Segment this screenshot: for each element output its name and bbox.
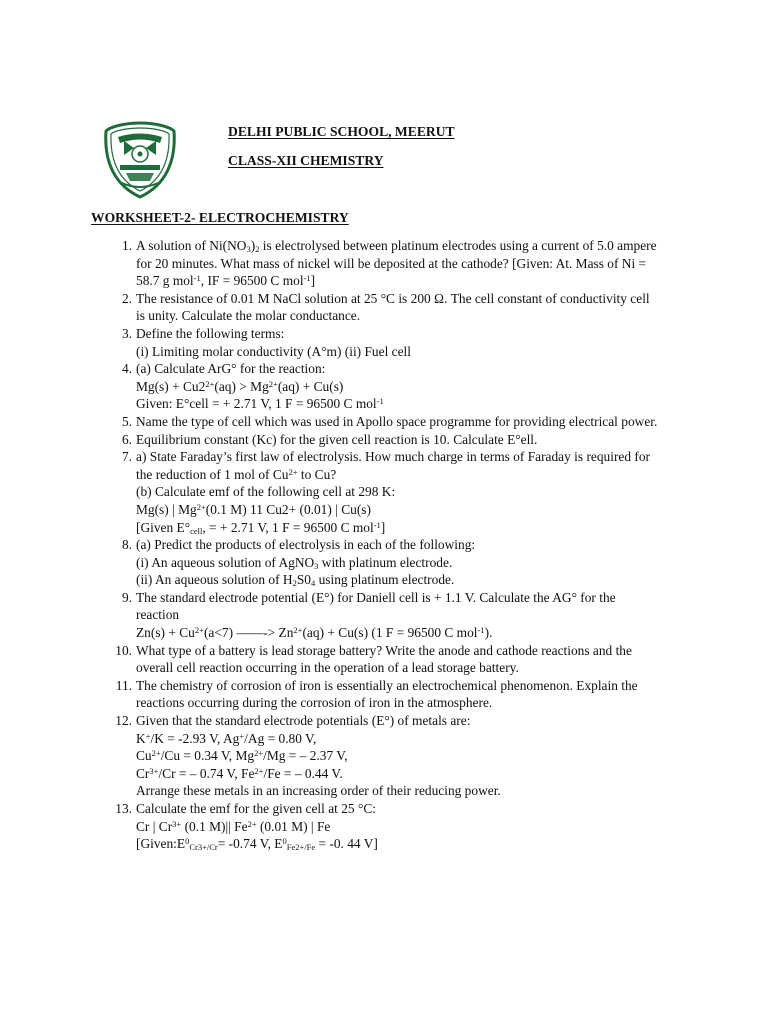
question-line: the reduction of 1 mol of $Cu^{2+}$ to Cu? [136, 466, 337, 482]
question-item [110, 589, 690, 642]
question-line: 58.7 g mol$^{-1}$, IF = 96500 C mol$^{-1}$] [136, 273, 316, 289]
question-item [110, 413, 690, 431]
school-name: DELHI PUBLIC SCHOOL, MEERUT [228, 124, 455, 139]
question-line: Given that the standard electrode potentials (E°) of metals are: [136, 713, 471, 729]
question-text [136, 642, 690, 677]
question-line: [Given $E^\circ_{cell}$, = + 2.71 V, 1 F = 96500 C mol$^{-1}$] [136, 519, 386, 536]
question-line: Cr | $Cr^{3+}$ (0.1 M)|| $Fe^{2+}$ (0.01 M) | Fe [136, 818, 331, 834]
question-item [110, 642, 690, 677]
question-text [136, 237, 690, 290]
question-line: The standard electrode potential (E°) for Daniell cell is + 1.1 V. Calculate the AG° for the [136, 589, 616, 605]
question-line: (i) Limiting molar conductivity (A°m) (ii) Fuel cell [136, 343, 411, 359]
school-crest-icon [104, 121, 176, 199]
question-text [136, 448, 690, 536]
question-number: 9. [121, 589, 132, 605]
question-item [110, 800, 690, 853]
question-number: 6. [121, 431, 132, 447]
question-text [136, 536, 690, 589]
question-line: Name the type of cell which was used in Apollo space programme for providing electrical power. [136, 413, 658, 429]
question-line: What type of a battery is lead storage battery? Write the anode and cathode reactions and the [136, 642, 632, 658]
question-number: 2. [121, 290, 132, 306]
question-line: $Cu^{2+}/Cu = 0.34$ V, $Mg^{2+}/Mg$ = – 2.37 V, [136, 748, 348, 764]
question-line: Arrange these metals in an increasing order of their reducing power. [136, 783, 501, 799]
question-item [110, 431, 690, 449]
question-text [136, 360, 690, 413]
class-heading: CLASS-XII CHEMISTRY [228, 153, 384, 168]
question-line: for 20 minutes. What mass of nickel will be deposited at the cathode? [Given: At. Mass of Ni = [136, 255, 647, 271]
question-line: (a) Predict the products of electrolysis in each of the following: [136, 537, 476, 553]
question-number: 8. [121, 537, 132, 553]
question-line: $Zn(s) + Cu^{2+}(a<7)$ ——-> $Zn^{2+}(aq) + Cu(s)$ (1 F = 96500 C mol$^{-1}$). [136, 625, 493, 641]
question-line: $Cr^{3+}/Cr$ = – 0.74 V, $Fe^{2+}/Fe$ = – 0.44 V. [136, 765, 343, 781]
question-text [136, 431, 690, 449]
question-line: Define the following terms: [136, 325, 285, 341]
question-line: reactions occurring during the corrosion of iron in the atmosphere. [136, 695, 493, 711]
question-number: 3. [121, 325, 132, 341]
question-number: 13. [115, 801, 132, 816]
question-line: $Mg(s) + Cu2^{2+}(aq) > Mg^{2+}(aq) + Cu(s)$ [136, 378, 344, 394]
question-text [136, 413, 690, 431]
question-item [110, 360, 690, 413]
question-line: is unity. Calculate the molar conductance. [136, 308, 361, 324]
question-line: reaction [136, 607, 180, 623]
question-text [136, 677, 690, 712]
question-line: (ii) An aqueous solution of $H_2S0_4$ using platinum electrode. [136, 572, 455, 589]
question-number: 10. [115, 642, 132, 658]
question-line: Equilibrium constant (Kc) for the given cell reaction is 10. Calculate E°ell. [136, 431, 538, 447]
question-item [110, 237, 690, 290]
question-item [110, 290, 690, 325]
question-item [110, 677, 690, 712]
question-line: Mg(s) | $Mg^{2+}(0.1$ M) 11 Cu2+ (0.01) | Cu(s) [136, 501, 371, 517]
question-line: (b) Calculate emf of the following cell at 298 K: [136, 484, 396, 500]
question-item [110, 448, 690, 536]
question-number: 7. [121, 449, 132, 465]
question-line: (a) Calculate ArG° for the reaction: [136, 361, 326, 377]
question-text [136, 589, 690, 642]
question-number: 11. [115, 677, 132, 693]
question-line: a) State Faraday’s first law of electrolysis. How much charge in terms of Faraday is required for [136, 449, 651, 465]
question-number: 12. [115, 713, 132, 729]
question-line: The resistance of 0.01 M NaCl solution at 25 °C is 200 Ω. The cell constant of conductivity cell [136, 290, 650, 306]
question-line: K+/K = -2.93 V, Ag+/Ag = 0.80 V, [136, 730, 317, 746]
question-list [110, 237, 690, 853]
question-number: 5. [121, 413, 132, 429]
question-text [136, 800, 690, 853]
question-line: Given: E°cell = + 2.71 V, 1 F = 96500 C mol$^{-1}$ [136, 396, 384, 412]
question-text [136, 325, 690, 360]
question-text [136, 712, 690, 800]
question-line: (i) An aqueous solution of AgNO$_3$ with platinum electrode. [136, 554, 453, 571]
worksheet-title: WORKSHEET-2- ELECTROCHEMISTRY [91, 210, 349, 225]
question-text [136, 290, 690, 325]
question-line: The chemistry of corrosion of iron is essentially an electrochemical phenomenon. Explain the [136, 677, 638, 693]
question-line: Calculate the emf for the given cell at 25 °C: [136, 801, 376, 816]
question-item [110, 712, 690, 800]
question-item [110, 325, 690, 360]
question-line: A solution of $Ni(NO_3)_2$ is electrolysed between platinum electrodes using a current of 5.0 ampere [136, 238, 657, 254]
question-number: 1. [121, 238, 132, 253]
question-item [110, 536, 690, 589]
question-number: 4. [121, 361, 132, 377]
question-line: overall cell reaction occurring in the operation of a lead storage battery. [136, 660, 519, 676]
question-line: [$Given:E^0_{Cr3+/Cr}= -0.74$ V, $E^0_{Fe2+/Fe} = -0$. 44 V] [136, 836, 378, 853]
